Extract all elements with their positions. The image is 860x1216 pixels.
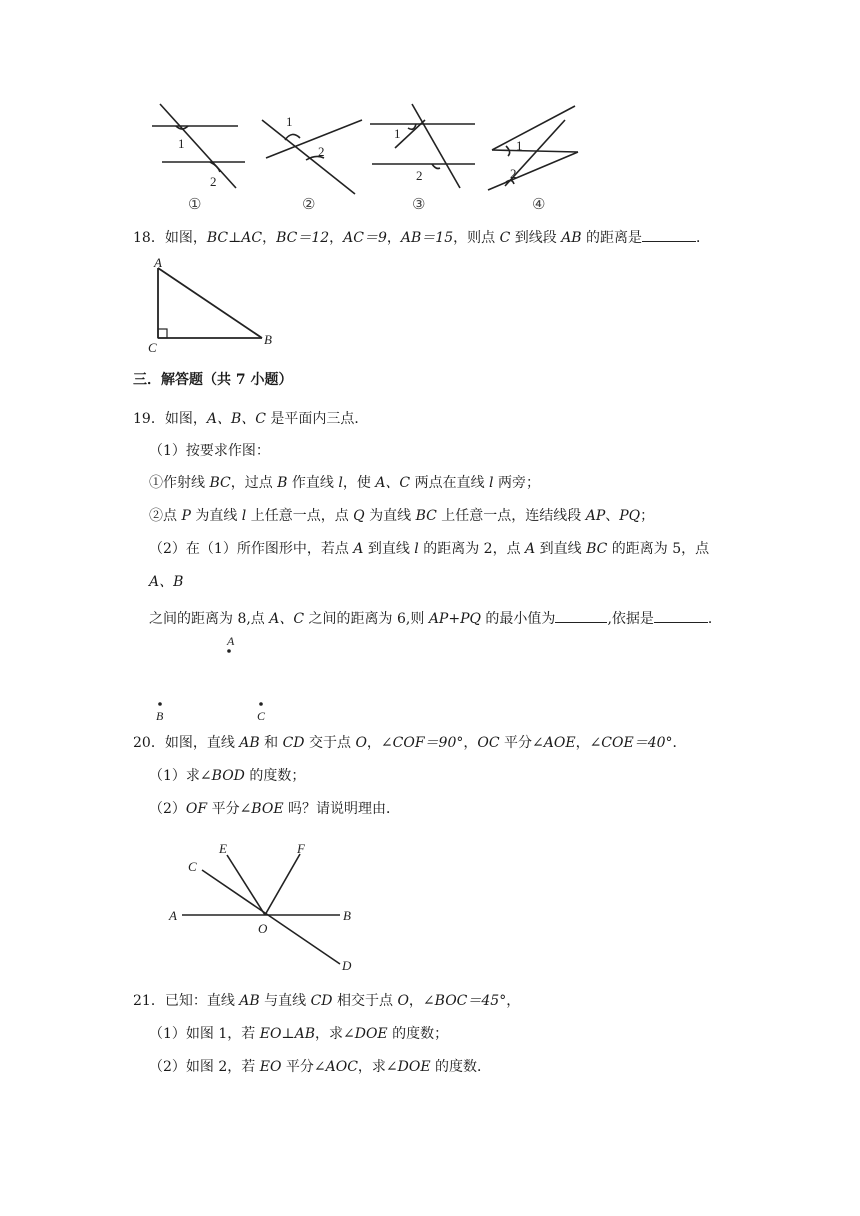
q20-sub2: （2）OF 平分∠BOE 吗？请说明理由． [149, 801, 401, 817]
q20-angle-figure [160, 838, 370, 978]
q17-figures [140, 100, 600, 215]
fig17-label: 1 [286, 114, 293, 129]
fig17-caption: ② [302, 197, 316, 213]
answer-blank[interactable] [654, 608, 708, 623]
point-label-b: B [156, 709, 164, 723]
point-label-o: O [258, 921, 268, 936]
q19-step2: ②点 P 为直线 l 上任意一点，点 Q 为直线 BC 上任意一点，连结线段 AP、PQ； [149, 508, 655, 524]
q20-text: 20．如图，直线 AB 和 CD 交于点 O，∠COF＝90°，OC 平分∠AOE，∠COE＝40°． [133, 735, 687, 751]
answer-blank[interactable] [555, 608, 607, 623]
point-label-a: A [169, 908, 177, 923]
point-label-f: F [297, 841, 305, 856]
point-label-b: B [343, 908, 351, 923]
q21-sub1: （1）如图 1，若 EO⊥AB，求∠DOE 的度数； [149, 1026, 449, 1042]
vertex-label-b: B [264, 332, 272, 347]
fig17-label: 2 [318, 144, 325, 159]
fig17-label: 2 [210, 174, 217, 189]
answer-blank[interactable] [642, 227, 696, 242]
point-label-a: A [227, 634, 235, 648]
fig17-label: 1 [516, 138, 523, 153]
point-label-d: D [342, 958, 352, 973]
q21-text: 21．已知：直线 AB 与直线 CD 相交于点 O，∠BOC＝45°， [133, 993, 521, 1009]
q21-sub2: （2）如图 2，若 EO 平分∠AOC，求∠DOE 的度数． [149, 1059, 492, 1075]
fig17-caption: ④ [532, 197, 546, 213]
fig17-label: 1 [178, 136, 185, 151]
q18-text: 18．如图，BC⊥AC，BC＝12，AC＝9，AB＝15，则点 C 到线段 AB 的距离是 ． [133, 227, 710, 248]
fig17-label: 2 [416, 168, 423, 183]
q19-points-figure [145, 632, 285, 727]
point-label-c: C [257, 709, 266, 723]
q20-sub1: （1）求∠BOD 的度数； [149, 768, 306, 784]
vertex-label-c: C [148, 340, 157, 355]
q19-text: 19．如图，A、B、C 是平面内三点． [133, 411, 369, 427]
fig17-label: 2 [510, 166, 517, 181]
q19-step1: ①作射线 BC，过点 B 作直线 l，使 A、C 两点在直线 l 两旁； [149, 475, 540, 491]
fig17-label: 1 [394, 126, 401, 141]
point-label-e: E [219, 841, 227, 856]
q19-sub2: （2）在（1）所作图形中，若点 A 到直线 l 的距离为 2，点 A 到直线 BC 的距离为 5，点 [149, 541, 710, 557]
q19-sub1: （1）按要求作图： [149, 443, 270, 459]
fig17-caption: ③ [412, 197, 426, 213]
fig17-caption: ① [188, 197, 202, 213]
point-label-c: C [188, 859, 197, 874]
q19-sub2-cont: A、B [149, 574, 184, 590]
q18-triangle-figure [144, 256, 284, 356]
section-title: 三．解答题（共 7 小题） [133, 372, 293, 388]
vertex-label-a: A [154, 256, 162, 270]
q19-sub2-cont2: 之间的距离为 8,点 A、C 之间的距离为 6,则 AP+PQ 的最小值为 ,依据是 ． [149, 608, 722, 629]
